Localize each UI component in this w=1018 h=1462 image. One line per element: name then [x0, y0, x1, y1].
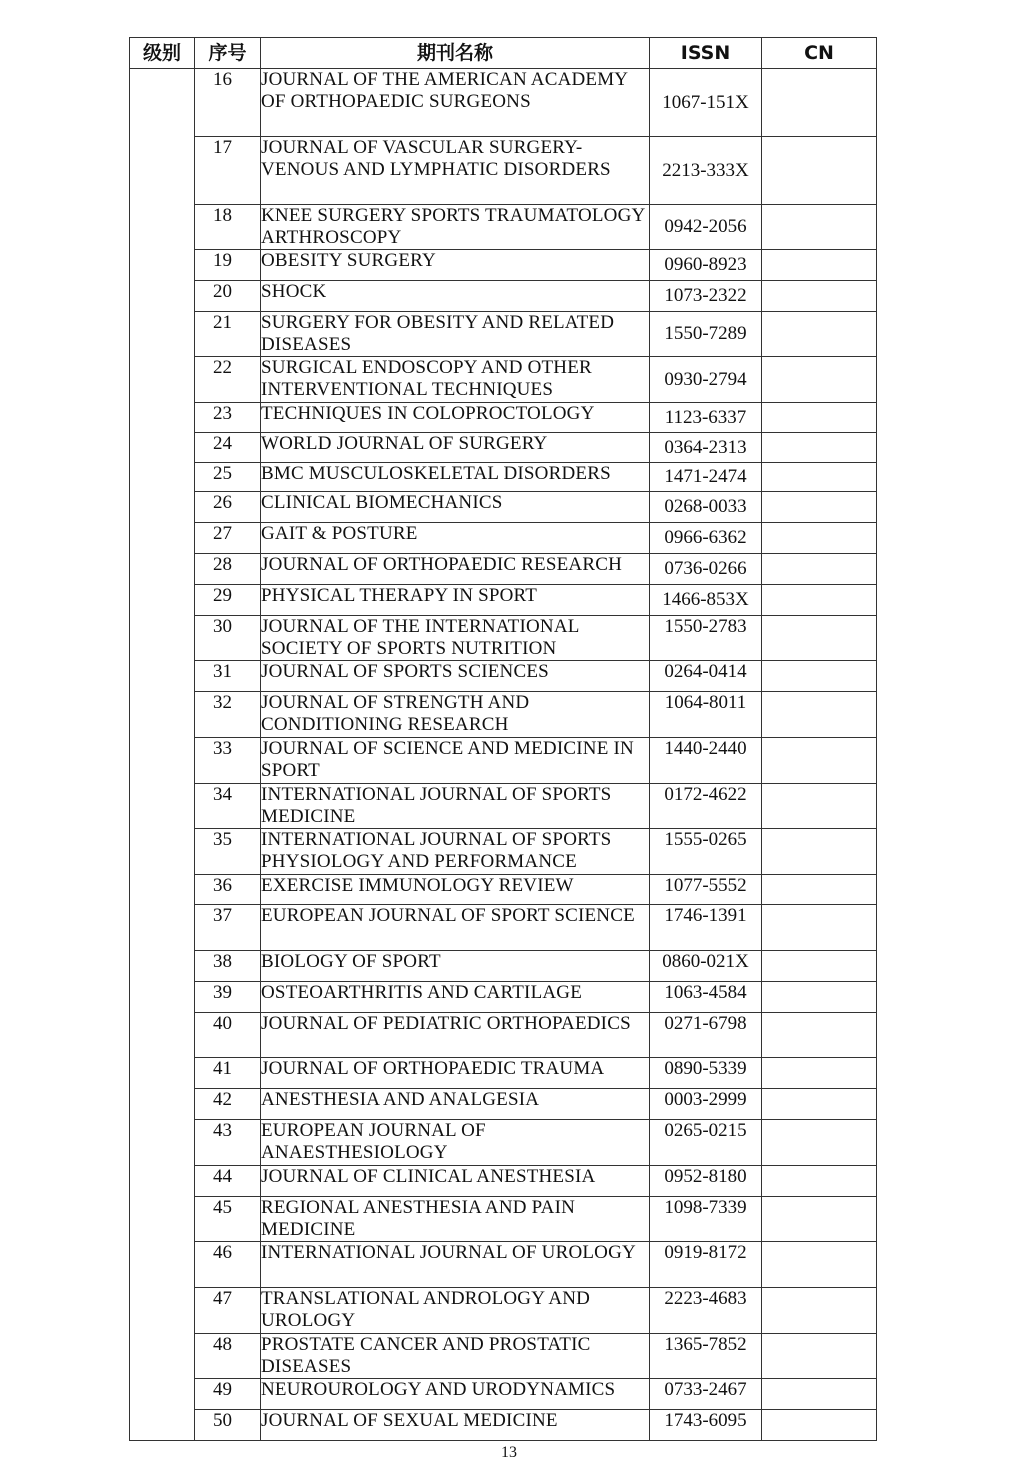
- journal-cn: [762, 661, 877, 692]
- journal-cn: [762, 829, 877, 875]
- table-row: [130, 357, 877, 403]
- journal-cn: [762, 250, 877, 281]
- journal-issn: 0736-0266: [650, 554, 762, 585]
- table-row: [130, 250, 877, 281]
- row-number: [195, 357, 261, 403]
- journal-issn: 0271-6798: [650, 1013, 762, 1058]
- row-number: [195, 463, 261, 492]
- table-row: [130, 1379, 877, 1410]
- table-row: [130, 982, 877, 1013]
- journal-cn: [762, 1288, 877, 1334]
- row-number-text: 47: [213, 1288, 232, 1309]
- row-number: [195, 1410, 261, 1441]
- journal-name: JOURNAL OF THE AMERICAN ACADEMY OF ORTHOPAEDIC SURGEONS: [261, 69, 650, 137]
- table-row: [130, 554, 877, 585]
- table-header-row: [130, 38, 877, 69]
- row-number: [195, 875, 261, 905]
- journal-issn: 0733-2467: [650, 1379, 762, 1410]
- row-number: [195, 1120, 261, 1166]
- journal-issn: 1077-5552: [650, 875, 762, 905]
- journal-cn: [762, 784, 877, 829]
- row-number-text: 16: [213, 69, 232, 90]
- row-number-text: 49: [213, 1379, 232, 1400]
- journal-name: OBESITY SURGERY: [261, 250, 650, 281]
- table-row: [130, 523, 877, 554]
- row-number-text: 45: [213, 1197, 232, 1218]
- table-row: [130, 281, 877, 312]
- table-row: [130, 1120, 877, 1166]
- table-row: [130, 1013, 877, 1058]
- journal-name: KNEE SURGERY SPORTS TRAUMATOLOGY ARTHROSCOPY: [261, 205, 650, 250]
- journal-name: JOURNAL OF VASCULAR SURGERY-VENOUS AND LYMPHATIC DISORDERS: [261, 137, 650, 205]
- row-number-text: 31: [213, 661, 232, 682]
- table-row: [130, 661, 877, 692]
- table-row: [130, 692, 877, 738]
- journal-name: JOURNAL OF THE INTERNATIONAL SOCIETY OF SPORTS NUTRITION: [261, 616, 650, 661]
- row-number: [195, 492, 261, 523]
- row-number: [195, 1379, 261, 1410]
- row-number-text: 50: [213, 1410, 232, 1431]
- journal-name: PHYSICAL THERAPY IN SPORT: [261, 585, 650, 616]
- table-row: [130, 433, 877, 463]
- table-row: [130, 137, 877, 205]
- journal-name: EUROPEAN JOURNAL OF SPORT SCIENCE: [261, 905, 650, 951]
- row-number-text: 21: [213, 312, 232, 333]
- row-number-text: 41: [213, 1058, 232, 1079]
- row-number-text: 36: [213, 875, 232, 896]
- journal-issn: 0265-0215: [650, 1120, 762, 1166]
- journal-issn: 1555-0265: [650, 829, 762, 875]
- journal-issn: 0860-021X: [650, 951, 762, 982]
- journal-cn: [762, 1166, 877, 1197]
- journal-issn: 1123-6337: [650, 403, 762, 433]
- journal-name: BIOLOGY OF SPORT: [261, 951, 650, 982]
- journal-issn: 0003-2999: [650, 1089, 762, 1120]
- journal-issn: 0930-2794: [650, 357, 762, 403]
- journal-issn: 0268-0033: [650, 492, 762, 523]
- journal-issn: 0919-8172: [650, 1242, 762, 1288]
- journal-issn: 2213-333X: [650, 137, 762, 205]
- row-number-text: 25: [213, 463, 232, 484]
- journal-cn: [762, 1197, 877, 1242]
- journal-cn: [762, 1334, 877, 1379]
- journal-name: OSTEOARTHRITIS AND CARTILAGE: [261, 982, 650, 1013]
- row-number-text: 42: [213, 1089, 232, 1110]
- journal-table: [129, 37, 877, 1441]
- row-number: [195, 1288, 261, 1334]
- header-issn: ISSN: [650, 38, 762, 69]
- row-number: [195, 554, 261, 585]
- row-number: [195, 433, 261, 463]
- header-name: 期刊名称: [261, 38, 650, 69]
- row-number-text: 20: [213, 281, 232, 302]
- row-number: [195, 1166, 261, 1197]
- header-num: 序号: [195, 38, 261, 69]
- journal-name: ANESTHESIA AND ANALGESIA: [261, 1089, 650, 1120]
- journal-cn: [762, 1013, 877, 1058]
- row-number-text: 18: [213, 205, 232, 226]
- row-number-text: 48: [213, 1334, 232, 1355]
- journal-name: INTERNATIONAL JOURNAL OF SPORTS PHYSIOLOGY AND PERFORMANCE: [261, 829, 650, 875]
- row-number: [195, 403, 261, 433]
- journal-cn: [762, 1120, 877, 1166]
- row-number: [195, 982, 261, 1013]
- table-body: [130, 69, 877, 1441]
- row-number-text: 33: [213, 738, 232, 759]
- journal-issn: 1098-7339: [650, 1197, 762, 1242]
- table-row: [130, 951, 877, 982]
- journal-name: CLINICAL BIOMECHANICS: [261, 492, 650, 523]
- row-number: [195, 692, 261, 738]
- journal-cn: [762, 1410, 877, 1441]
- journal-issn: 1063-4584: [650, 982, 762, 1013]
- journal-name: SHOCK: [261, 281, 650, 312]
- row-number: [195, 784, 261, 829]
- row-number-text: 23: [213, 403, 232, 424]
- journal-name: JOURNAL OF CLINICAL ANESTHESIA: [261, 1166, 650, 1197]
- journal-name: JOURNAL OF SCIENCE AND MEDICINE IN SPORT: [261, 738, 650, 784]
- journal-issn: 1550-7289: [650, 312, 762, 357]
- row-number: [195, 205, 261, 250]
- journal-cn: [762, 1242, 877, 1288]
- row-number-text: 19: [213, 250, 232, 271]
- journal-name: JOURNAL OF ORTHOPAEDIC RESEARCH: [261, 554, 650, 585]
- row-number-text: 26: [213, 492, 232, 513]
- table-row: [130, 1242, 877, 1288]
- journal-name: REGIONAL ANESTHESIA AND PAIN MEDICINE: [261, 1197, 650, 1242]
- page-number: 13: [501, 1444, 517, 1461]
- row-number-text: 35: [213, 829, 232, 850]
- journal-issn: 0364-2313: [650, 433, 762, 463]
- journal-name: JOURNAL OF ORTHOPAEDIC TRAUMA: [261, 1058, 650, 1089]
- journal-name: JOURNAL OF SPORTS SCIENCES: [261, 661, 650, 692]
- row-number: [195, 1013, 261, 1058]
- journal-name: PROSTATE CANCER AND PROSTATIC DISEASES: [261, 1334, 650, 1379]
- row-number: [195, 661, 261, 692]
- journal-name: INTERNATIONAL JOURNAL OF SPORTS MEDICINE: [261, 784, 650, 829]
- row-number: [195, 250, 261, 281]
- journal-issn: 1073-2322: [650, 281, 762, 312]
- journal-cn: [762, 692, 877, 738]
- journal-cn: [762, 1089, 877, 1120]
- row-number-text: 27: [213, 523, 232, 544]
- journal-issn: 1440-2440: [650, 738, 762, 784]
- table-row: [130, 463, 877, 492]
- journal-cn: [762, 137, 877, 205]
- table-row: [130, 205, 877, 250]
- row-number: [195, 1242, 261, 1288]
- table-row: [130, 69, 877, 137]
- row-number: [195, 1089, 261, 1120]
- row-number: [195, 281, 261, 312]
- table-row: [130, 403, 877, 433]
- journal-issn: 0952-8180: [650, 1166, 762, 1197]
- header-level: 级别: [130, 38, 195, 69]
- journal-name: JOURNAL OF STRENGTH AND CONDITIONING RESEARCH: [261, 692, 650, 738]
- journal-name: TECHNIQUES IN COLOPROCTOLOGY: [261, 403, 650, 433]
- journal-cn: [762, 463, 877, 492]
- row-number-text: 28: [213, 554, 232, 575]
- table-row: [130, 1197, 877, 1242]
- journal-issn: 1067-151X: [650, 69, 762, 137]
- row-number: [195, 616, 261, 661]
- journal-cn: [762, 523, 877, 554]
- journal-issn: 1550-2783: [650, 616, 762, 661]
- row-number: [195, 585, 261, 616]
- row-number: [195, 951, 261, 982]
- journal-issn: 1471-2474: [650, 463, 762, 492]
- row-number: [195, 312, 261, 357]
- journal-name: EUROPEAN JOURNAL OF ANAESTHESIOLOGY: [261, 1120, 650, 1166]
- journal-issn: 1746-1391: [650, 905, 762, 951]
- row-number: [195, 905, 261, 951]
- journal-cn: [762, 492, 877, 523]
- row-number-text: 22: [213, 357, 232, 378]
- table-row: [130, 1166, 877, 1197]
- table-row: [130, 829, 877, 875]
- journal-issn: 0890-5339: [650, 1058, 762, 1089]
- journal-name: BMC MUSCULOSKELETAL DISORDERS: [261, 463, 650, 492]
- journal-issn: 1743-6095: [650, 1410, 762, 1441]
- row-number-text: 44: [213, 1166, 232, 1187]
- journal-cn: [762, 554, 877, 585]
- table-row: [130, 738, 877, 784]
- journal-issn: 0172-4622: [650, 784, 762, 829]
- table-row: [130, 784, 877, 829]
- row-number: [195, 829, 261, 875]
- row-number: [195, 1197, 261, 1242]
- journal-issn: 1365-7852: [650, 1334, 762, 1379]
- table-row: [130, 1058, 877, 1089]
- journal-issn: 2223-4683: [650, 1288, 762, 1334]
- header-cn: CN: [762, 38, 877, 69]
- level-cell: [130, 69, 195, 1441]
- row-number-text: 39: [213, 982, 232, 1003]
- row-number-text: 37: [213, 905, 232, 926]
- row-number: [195, 738, 261, 784]
- journal-cn: [762, 875, 877, 905]
- row-number-text: 38: [213, 951, 232, 972]
- row-number-text: 29: [213, 585, 232, 606]
- journal-name: INTERNATIONAL JOURNAL OF UROLOGY: [261, 1242, 650, 1288]
- journal-cn: [762, 357, 877, 403]
- table-row: [130, 616, 877, 661]
- row-number-text: 34: [213, 784, 232, 805]
- table-row: [130, 875, 877, 905]
- journal-cn: [762, 585, 877, 616]
- row-number-text: 17: [213, 137, 232, 158]
- table-row: [130, 1410, 877, 1441]
- table-row: [130, 585, 877, 616]
- row-number-text: 30: [213, 616, 232, 637]
- journal-name: SURGERY FOR OBESITY AND RELATED DISEASES: [261, 312, 650, 357]
- journal-name: TRANSLATIONAL ANDROLOGY AND UROLOGY: [261, 1288, 650, 1334]
- journal-cn: [762, 312, 877, 357]
- row-number: [195, 1334, 261, 1379]
- journal-cn: [762, 951, 877, 982]
- journal-name: JOURNAL OF SEXUAL MEDICINE: [261, 1410, 650, 1441]
- journal-name: SURGICAL ENDOSCOPY AND OTHER INTERVENTIONAL TECHNIQUES: [261, 357, 650, 403]
- journal-name: EXERCISE IMMUNOLOGY REVIEW: [261, 875, 650, 905]
- table-row: [130, 905, 877, 951]
- row-number: [195, 69, 261, 137]
- journal-cn: [762, 281, 877, 312]
- table-row: [130, 312, 877, 357]
- journal-issn: 1466-853X: [650, 585, 762, 616]
- row-number-text: 43: [213, 1120, 232, 1141]
- journal-cn: [762, 1379, 877, 1410]
- journal-cn: [762, 738, 877, 784]
- journal-cn: [762, 69, 877, 137]
- table-row: [130, 1089, 877, 1120]
- journal-cn: [762, 982, 877, 1013]
- journal-name: NEUROUROLOGY AND URODYNAMICS: [261, 1379, 650, 1410]
- journal-cn: [762, 433, 877, 463]
- journal-issn: 1064-8011: [650, 692, 762, 738]
- journal-name: WORLD JOURNAL OF SURGERY: [261, 433, 650, 463]
- journal-issn: 0966-6362: [650, 523, 762, 554]
- journal-issn: 0942-2056: [650, 205, 762, 250]
- journal-cn: [762, 905, 877, 951]
- table-row: [130, 1334, 877, 1379]
- row-number: [195, 137, 261, 205]
- row-number-text: 32: [213, 692, 232, 713]
- journal-name: JOURNAL OF PEDIATRIC ORTHOPAEDICS: [261, 1013, 650, 1058]
- table-row: [130, 1288, 877, 1334]
- row-number-text: 24: [213, 433, 232, 454]
- row-number: [195, 1058, 261, 1089]
- row-number-text: 40: [213, 1013, 232, 1034]
- journal-issn: 0960-8923: [650, 250, 762, 281]
- journal-issn: 0264-0414: [650, 661, 762, 692]
- journal-cn: [762, 403, 877, 433]
- row-number: [195, 523, 261, 554]
- table-row: [130, 492, 877, 523]
- journal-cn: [762, 205, 877, 250]
- journal-cn: [762, 616, 877, 661]
- journal-name: GAIT & POSTURE: [261, 523, 650, 554]
- row-number-text: 46: [213, 1242, 232, 1263]
- journal-cn: [762, 1058, 877, 1089]
